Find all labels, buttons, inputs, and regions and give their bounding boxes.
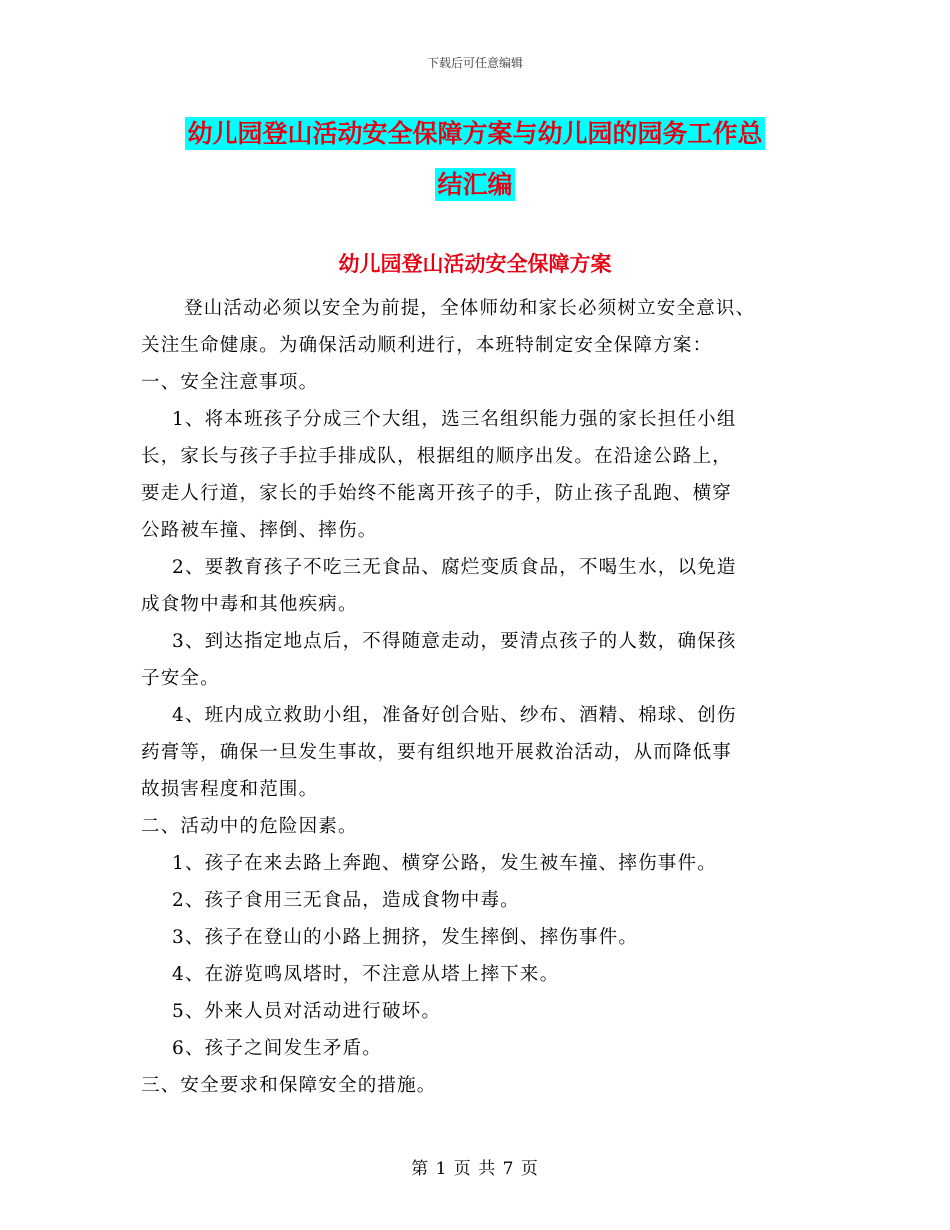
paragraph-line: 关注生命健康。为确保活动顺利进行，本班特制定安全保障方案：	[141, 335, 713, 356]
list-item: 1、孩子在来去路上奔跑、横穿公路，发生被车撞、摔伤事件。	[172, 853, 717, 874]
heading-line: 二、活动中的危险因素。	[141, 816, 358, 837]
header-note: 下载后可任意编辑	[426, 56, 523, 70]
title-line-1: 幼儿园登山活动安全保障方案与幼儿园的园务工作总	[187, 119, 763, 148]
paragraph-line: 登山活动必须以安全为前提，全体师幼和家长必须树立安全意识、	[184, 298, 756, 319]
paragraph-line: 故损害程度和范围。	[141, 779, 319, 800]
list-item: 2、孩子食用三无食品，造成食物中毒。	[172, 890, 520, 911]
document-title	[140, 108, 810, 210]
list-item: 4、在游览鸣凤塔时，不注意从塔上摔下来。	[172, 964, 560, 985]
list-item: 5、外来人员对活动进行破坏。	[172, 1001, 442, 1022]
paragraph-line: 要走人行道，家长的手始终不能离开孩子的手，防止孩子乱跑、横穿	[141, 483, 733, 504]
paragraph-line: 子安全。	[141, 668, 220, 689]
paragraph-line: 长，家长与孩子手拉手排成队，根据组的顺序出发。在沿途公路上，	[141, 446, 733, 467]
list-item: 3、孩子在登山的小路上拥挤，发生摔倒、摔伤事件。	[172, 927, 639, 948]
section-title: 幼儿园登山活动安全保障方案	[338, 252, 612, 276]
heading-line: 一、安全注意事项。	[141, 372, 319, 393]
paragraph-line: 4、班内成立救助小组，准备好创合贴、纱布、酒精、棉球、创伤	[172, 705, 737, 726]
paragraph-line: 1、将本班孩子分成三个大组，选三名组织能力强的家长担任小组	[172, 409, 737, 430]
heading-line: 三、安全要求和保障安全的措施。	[141, 1075, 437, 1096]
paragraph-line: 公路被车撞、摔倒、摔伤。	[141, 520, 378, 541]
document-body	[141, 290, 816, 1104]
paragraph-line: 成食物中毒和其他疾病。	[141, 594, 358, 615]
paragraph-line: 药膏等，确保一旦发生事故，要有组织地开展救治活动，从而降低事	[141, 742, 733, 763]
page-footer: 第 1 页 共 7 页	[411, 1159, 539, 1179]
title-line-2: 结汇编	[437, 170, 513, 199]
paragraph-line: 3、到达指定地点后，不得随意走动，要清点孩子的人数，确保孩	[172, 631, 737, 652]
paragraph-line: 2、要教育孩子不吃三无食品、腐烂变质食品，不喝生水，以免造	[172, 557, 737, 578]
list-item: 6、孩子之间发生矛盾。	[172, 1038, 382, 1059]
